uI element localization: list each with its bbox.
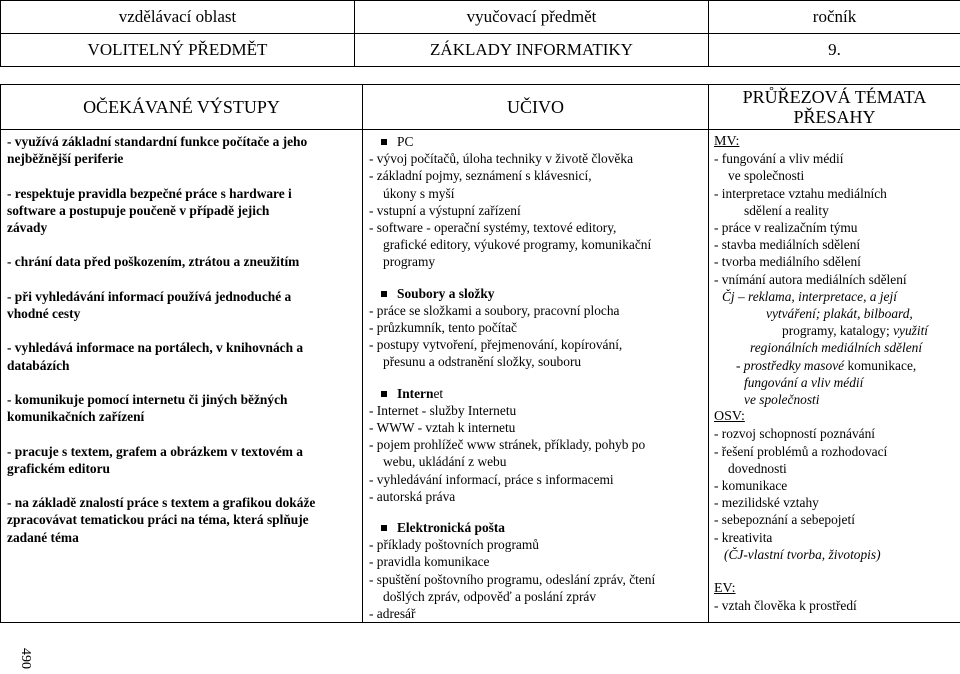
section-title: PC xyxy=(397,134,414,149)
curriculum-table xyxy=(0,84,960,623)
outcome-item: - na základě znalostí práce s textem a grafikou dokáže zpracovávat tematickou práci na téma, která splňuje zadané téma xyxy=(7,495,316,545)
section-email: Elektronická pošta - příklady poštovních programů - pravidla komunikace - spuštění poštovního programu, odeslání zpráv, čtení došlých zpráv, odpověď a poslání zpráv - adresář xyxy=(369,520,656,622)
curriculum-heading: UČIVO xyxy=(363,85,709,130)
section-title-rest: et xyxy=(433,385,444,401)
page-number: 490 xyxy=(18,648,33,669)
outcomes-heading: OČEKÁVANÉ VÝSTUPY xyxy=(1,85,363,130)
outcome-item: - využívá základní standardní funkce počítače a jeho nejběžnější periferie xyxy=(7,134,308,167)
curriculum-cell xyxy=(363,130,709,623)
outcome-item: - vyhledává informace na portálech, v knihovnách a databázích xyxy=(7,340,304,373)
section-pc: PC - vývoj počítačů, úloha techniky v životě člověka - základní pojmy, seznámení s klávesnicí, úkony s myší - vstupní a výstupní zařízení - software - operační systémy, textové editory, grafické editory, výukové programy, komunikační programy xyxy=(369,134,652,270)
outcome-item: - při vyhledávání informací používá jednoduché a vhodné cesty xyxy=(7,288,292,321)
section-title: Elektronická pošta xyxy=(397,520,506,536)
square-bullet-icon xyxy=(381,139,387,145)
grade-value: 9. xyxy=(709,34,960,67)
label-subject: vyučovací předmět xyxy=(355,1,709,34)
section-internet: Internet - Internet - služby Internetu - WWW - vztah k internetu - pojem prohlížeč www stránek, příklady, pohyb po webu, ukládání z webu - vyhledávání informací, práce s informacemi - autorská práva xyxy=(369,385,646,504)
mv-label: MV: xyxy=(714,134,740,149)
outcome-item: - chrání data před poškozením, ztrátou a zneužitím xyxy=(7,254,300,270)
label-grade: ročník xyxy=(709,1,960,34)
square-bullet-icon xyxy=(381,391,387,397)
outcome-item: - pracuje s textem, grafem a obrázkem v textovém a grafickém editoru xyxy=(7,443,303,476)
subject-value: ZÁKLADY INFORMATIKY xyxy=(355,34,709,67)
themes-heading xyxy=(709,85,960,130)
themes-heading-line: PRŮŘEZOVÁ TÉMATA xyxy=(742,87,927,107)
osv-label: OSV: xyxy=(714,409,745,425)
outcome-item: - respektuje pravidla bezpečné práce s hardware i software a postupuje poučeně v případě jejich závady xyxy=(7,185,292,235)
outcomes-cell xyxy=(1,130,363,623)
section-title: Intern xyxy=(397,385,434,401)
label-area: vzdělávací oblast xyxy=(1,1,355,34)
outcome-item: - komunikuje pomocí internetu či jiných běžných komunikačních zařízení xyxy=(7,391,288,425)
ev-label: EV: xyxy=(714,581,736,597)
square-bullet-icon xyxy=(381,291,387,297)
themes-cell: MV: - fungování a vliv médií ve společnosti - interpretace vztahu mediálních sdělení a reality - práce v realizačním týmu - stavba mediálních sdělení - tvorba mediálního sdělení - vnímání autora mediálních sdělení Čj – reklama, interpretace, a její vytváření; plakát, bilboard, programy, katalogy; využití regionálních mediálních sdělení - prostředky masové komunikace, fungování a vliv médií ve společnosti OSV: - rozvoj schopností poznávání - řešení problémů a rozhodovací dovednosti - komunikace - mezilidské vztahy - sebepoznání a sebepojetí - kreativita (ČJ-vlastní tvorba, životopis) EV: - vztah člověka k prostředí xyxy=(709,130,960,623)
section-title: Soubory a složky xyxy=(397,285,495,301)
header-table xyxy=(0,0,960,67)
section-files: Soubory a složky - práce se složkami a soubory, pracovní plocha - průzkumník, tento počítač - postupy vytvoření, přejmenování, kopírování, přesunu a odstranění složky, souboru xyxy=(369,285,623,370)
themes-heading-line: PŘESAHY xyxy=(793,107,876,127)
area-value: VOLITELNÝ PŘEDMĚT xyxy=(1,34,355,67)
square-bullet-icon xyxy=(381,525,387,531)
